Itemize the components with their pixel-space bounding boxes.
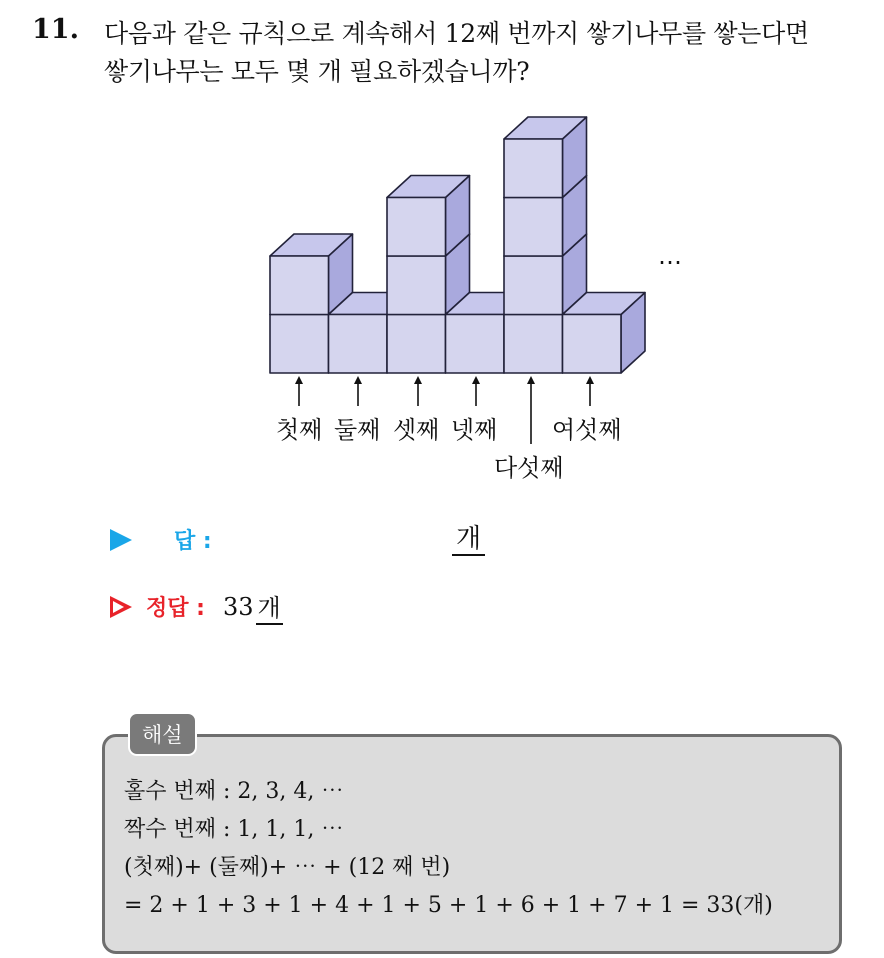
cube-front-face (563, 315, 622, 374)
cube-front-face (504, 315, 563, 374)
explanation-line-1: 홀수 번째 : 2, 3, 4, ⋯ (124, 779, 344, 804)
cubes-group (270, 117, 645, 373)
answer-row (110, 524, 212, 555)
label-sixth: 여섯째 (552, 416, 622, 444)
correct-answer-row (110, 588, 283, 625)
question-text-line-2: 쌓기나무는 모두 몇 개 필요하겠습니까? (104, 57, 530, 86)
answer-label: 답 : (174, 529, 212, 554)
label-fifth: 다섯째 (494, 454, 564, 482)
arrow-head (414, 376, 422, 384)
explanation-line-4: = 2 + 1 + 3 + 1 + 4 + 1 + 5 + 1 + 6 + 1 + 7 + 1 = 33(개) (124, 893, 773, 918)
explanation-box (102, 734, 842, 954)
correct-answer-value: 33 (222, 592, 254, 621)
cube-front-face (387, 256, 446, 315)
correct-answer-label: 정답 : (146, 596, 205, 621)
arrow-head (354, 376, 362, 384)
play-triangle-icon (110, 529, 132, 551)
label-fourth: 넷째 (451, 416, 498, 444)
cube-front-face (504, 198, 563, 257)
label-third: 셋째 (393, 416, 440, 444)
figure-ellipsis: ⋯ (658, 248, 682, 276)
question-number: 11. (32, 14, 79, 45)
correct-answer-unit: 개 (256, 588, 283, 625)
answer-blank-unit[interactable]: 개 (452, 524, 485, 556)
cube-front-face (329, 315, 388, 374)
cube-front-face (387, 198, 446, 257)
arrow-head (295, 376, 303, 384)
arrow-head (527, 376, 535, 384)
outline-triangle-icon (110, 596, 132, 618)
explanation-tag: 해설 (128, 712, 197, 756)
cube-front-face (387, 315, 446, 374)
label-second: 둘째 (334, 416, 381, 444)
cube-front-face (504, 256, 563, 315)
arrow-head (472, 376, 480, 384)
question-text-line-1: 다음과 같은 규칙으로 계속해서 12째 번까지 쌓기나무를 쌓는다면 (104, 19, 809, 48)
cube-front-face (270, 315, 329, 374)
explanation-line-3: (첫째)+ (둘째)+ ⋯ + (12 째 번) (124, 855, 451, 880)
label-first: 첫째 (276, 416, 323, 444)
arrow-head (586, 376, 594, 384)
cube-front-face (270, 256, 329, 315)
cube-front-face (446, 315, 505, 374)
explanation-line-2: 짝수 번째 : 1, 1, 1, ⋯ (124, 817, 344, 842)
cube-front-face (504, 139, 563, 198)
